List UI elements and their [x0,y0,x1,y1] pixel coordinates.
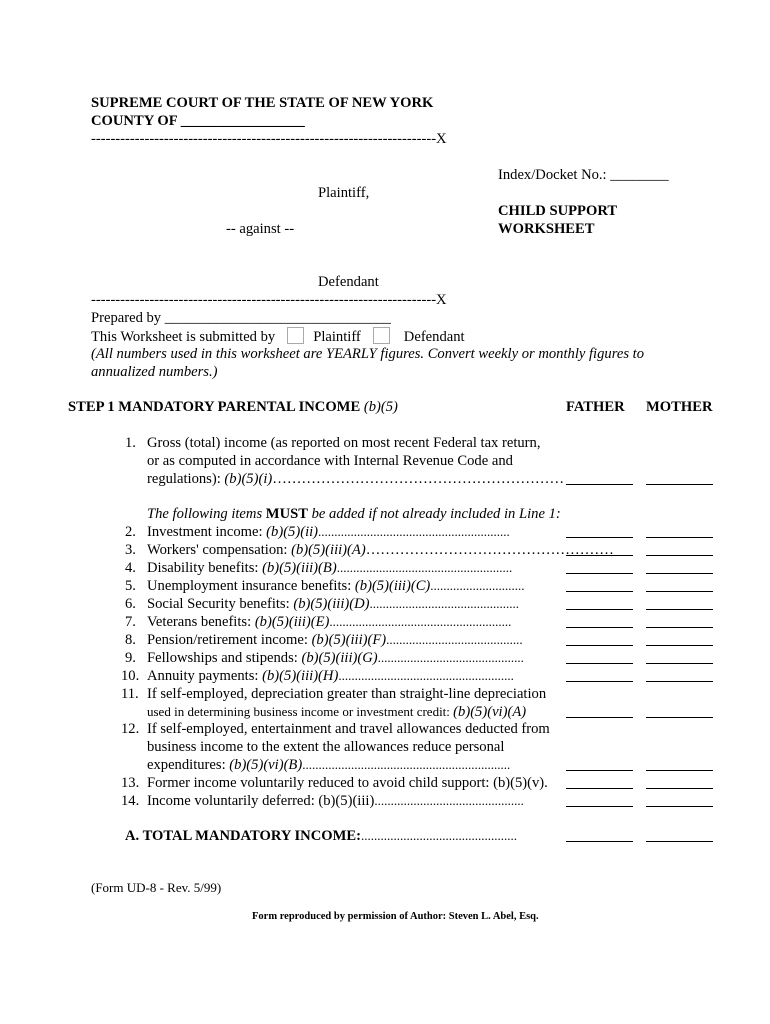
must-note-pre: The following items [147,506,263,522]
plaintiff-option-label: Plaintiff [313,329,361,345]
item-label: Workers' compensation: [147,542,288,558]
step-cite: (b)(5) [363,399,398,415]
item-number: 10. [121,668,140,684]
must-note-post: be added if not already included in Line 1: [311,506,561,522]
prepared-by-line: Prepared by _______________________________ [91,310,391,326]
line-12-mother-field[interactable] [646,770,713,771]
line-14-father-field[interactable] [566,806,633,807]
line-12-text-b: business income to the extent the allowances reduce personal [147,739,505,755]
line-14-label: Income voluntarily deferred: (b)(5)(iii) [147,793,375,809]
plaintiff-label: Plaintiff, [318,185,370,201]
item-father-field[interactable] [566,663,633,664]
item-cite: (b)(5)(ii) [266,524,319,540]
line-12-number: 12. [121,721,140,737]
court-name: SUPREME COURT OF THE STATE OF NEW YORK [91,95,434,111]
must-add-note [147,505,561,523]
line-14-leader: .............................................. [374,793,524,808]
line-1-number: 1. [125,435,136,451]
item-leader: .......................................... [386,632,523,647]
line-1-text-b: or as computed in accordance with Internal Revenue Code and [147,453,513,469]
item-cite: (b)(5)(iii)(F) [311,632,387,648]
line-1-text-c [147,470,565,488]
income-item-row [147,595,519,613]
item-leader: ............................. [430,578,525,593]
item-label: Investment income: [147,524,263,540]
income-item-row [147,559,512,577]
item-number: 5. [125,578,136,594]
index-docket-number: Index/Docket No.: ________ [498,167,669,183]
item-number: 7. [125,614,136,630]
line-13-mother-field[interactable] [646,788,713,789]
line-14-number: 14. [121,793,140,809]
item-mother-field[interactable] [646,645,713,646]
item-cite: (b)(5)(iii)(B) [262,560,337,576]
line-14-text [147,792,524,810]
line-12-text-c [147,756,510,774]
yearly-note-line1: (All numbers used in this worksheet are YEARLY figures. Convert weekly or monthly figures to [91,346,645,362]
form-revision: (Form UD-8 - Rev. 5/99) [91,880,222,895]
permission-note: Form reproduced by permission of Author: Steven L. Abel, Esq. [252,911,539,922]
line-12-label: expenditures: [147,757,226,773]
item-mother-field[interactable] [646,537,713,538]
item-label: Fellowships and stipends: [147,650,298,666]
income-item-row [147,523,510,541]
item-number: 8. [125,632,136,648]
item-mother-field[interactable] [646,555,713,556]
item-leader: …………………………………………… [365,542,614,558]
total-leader: ................................................ [360,828,517,843]
line-13-text: Former income voluntarily reduced to avoid child support: (b)(5)(v). [147,775,548,791]
total-mandatory-income [125,827,517,845]
line-12-cite: (b)(5)(vi)(B) [229,757,303,773]
plaintiff-checkbox[interactable] [287,327,304,344]
item-label: Annuity payments: [147,668,259,684]
submitted-by-label: This Worksheet is submitted by [91,329,276,345]
line-11-text-b [147,703,526,721]
item-label: Social Security benefits: [147,596,290,612]
item-father-field[interactable] [566,627,633,628]
item-label: Disability benefits: [147,560,259,576]
line-1-mother-field[interactable] [646,484,713,485]
item-leader: ...................................................... [336,560,513,575]
line-11-father-field[interactable] [566,717,633,718]
against-label: -- against -- [226,221,295,237]
item-mother-field[interactable] [646,663,713,664]
caption-divider-top: -----------------------------------------------------------------------X [91,131,447,147]
item-number: 9. [125,650,136,666]
income-item-row [147,613,511,631]
income-item-row [147,667,514,685]
income-item-row [147,577,525,595]
item-number: 3. [125,542,136,558]
item-mother-field[interactable] [646,627,713,628]
worksheet-title-line2: WORKSHEET [498,221,595,237]
item-cite: (b)(5)(iii)(G) [301,650,378,666]
item-mother-field[interactable] [646,591,713,592]
father-column-header: FATHER [566,399,625,415]
line-1-leader: …………………………………………………… [272,471,565,487]
defendant-checkbox[interactable] [373,327,390,344]
item-father-field[interactable] [566,681,633,682]
defendant-label: Defendant [318,274,379,290]
item-number: 4. [125,560,136,576]
line-12-father-field[interactable] [566,770,633,771]
item-leader: ........................................................... [318,524,510,539]
item-leader: .............................................. [369,596,520,611]
line-12-leader: ................................................................ [302,757,511,772]
step-label: STEP 1 MANDATORY PARENTAL INCOME [68,399,361,415]
caption-divider-bottom: -----------------------------------------------------------------------X [91,292,447,308]
item-leader: ...................................................... [338,668,514,683]
item-label: Unemployment insurance benefits: [147,578,352,594]
line-11-text-a: If self-employed, depreciation greater than straight-line depreciation [147,686,547,702]
income-item-row [147,631,523,649]
item-number: 6. [125,596,136,612]
line-1-label: regulations): [147,471,221,487]
item-father-field[interactable] [566,591,633,592]
item-cite: (b)(5)(iii)(D) [293,596,370,612]
defendant-option-label: Defendant [403,329,465,345]
item-leader: ............................................. [377,650,524,665]
line-1-cite: (b)(5)(i) [224,471,273,487]
line-11-label: used in determining business income or investment credit: [147,704,450,719]
item-cite: (b)(5)(iii)(H) [262,668,339,684]
item-cite: (b)(5)(iii)(A) [291,542,366,558]
income-item-row [147,649,524,667]
submitted-by-row [91,327,465,346]
line-1-text-a: Gross (total) income (as reported on most recent Federal tax return, [147,435,541,451]
line-12-text-a: If self-employed, entertainment and travel allowances deducted from [147,721,550,737]
county-line: COUNTY OF _________________ [91,113,305,129]
item-mother-field[interactable] [646,681,713,682]
item-number: 2. [125,524,136,540]
item-father-field[interactable] [566,609,633,610]
step-heading [68,398,398,416]
item-label: Pension/retirement income: [147,632,308,648]
line-11-number: 11. [121,686,139,702]
must-note-bold: MUST [265,506,308,522]
item-leader: ........................................................ [329,614,512,629]
item-father-field[interactable] [566,537,633,538]
line-13-father-field[interactable] [566,788,633,789]
item-cite: (b)(5)(iii)(C) [354,578,431,594]
item-father-field[interactable] [566,573,633,574]
total-label: A. TOTAL MANDATORY INCOME: [125,828,361,844]
item-mother-field[interactable] [646,609,713,610]
worksheet-title-line1: CHILD SUPPORT [498,203,618,219]
total-father-field[interactable] [566,841,633,842]
line-1-father-field[interactable] [566,484,633,485]
item-father-field[interactable] [566,645,633,646]
line-14-mother-field[interactable] [646,806,713,807]
yearly-note-line2: annualized numbers.) [91,364,218,380]
income-item-row [147,541,614,559]
item-father-field[interactable] [566,555,633,556]
line-13-number: 13. [121,775,140,791]
mother-column-header: MOTHER [646,399,713,415]
total-mother-field[interactable] [646,841,713,842]
item-cite: (b)(5)(iii)(E) [254,614,330,630]
item-mother-field[interactable] [646,573,713,574]
item-label: Veterans benefits: [147,614,252,630]
line-11-cite: (b)(5)(vi)(A) [453,704,527,720]
line-11-mother-field[interactable] [646,717,713,718]
